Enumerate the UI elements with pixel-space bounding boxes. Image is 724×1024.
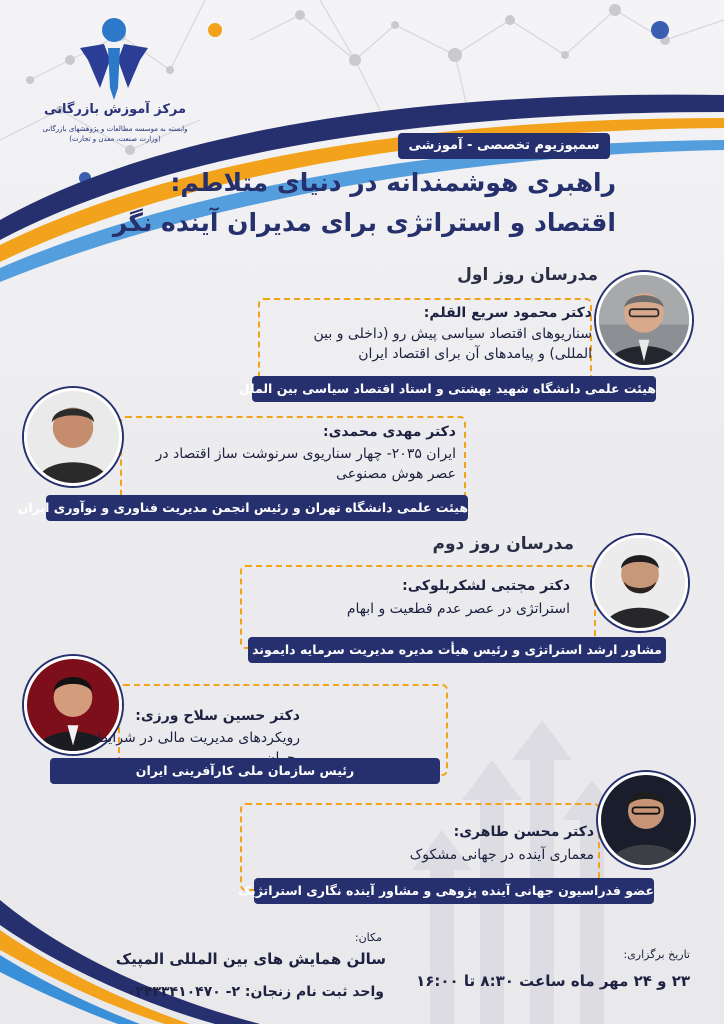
registration-phone: واحد ثبت نام زنجان: ۲- ۰۲۴۳۳۴۱۰۴۷۰ (126, 984, 384, 1000)
speaker1-topic: سناریوهای اقتصاد سیاسی پیش رو (داخلی و بین المللی) و پیامدهای آن برای اقتصاد ایران (313, 326, 592, 362)
day2-heading: مدرسان روز دوم (432, 534, 574, 554)
speaker1-name: دکتر محمود سریع القلم: (423, 305, 592, 321)
speaker-photo-icon (27, 391, 119, 483)
place-label: مکان: (354, 931, 382, 944)
organization-subtitle: وابسته به موسسه مطالعات و پژوهشهای بازرگانی (وزارت صنعت، معدن و تجارت) (42, 125, 188, 143)
organization-name: مرکز آموزش بازرگانی (43, 102, 187, 117)
place-value: سالن همایش های بین المللی المپیک (115, 950, 386, 968)
speaker1-role: هیئت علمی دانشگاه شهید بهشتی و استاد اقتصاد سیاسی بین الملل (252, 376, 656, 402)
speaker4-role: رئیس سازمان ملی کارآفرینی ایران (50, 758, 440, 784)
date-label: تاریخ برگزاری: (623, 948, 690, 961)
day1-heading: مدرسان روز اول (457, 265, 598, 285)
event-title-line2: اقتصاد و استراتژی برای مدیران آینده نگر (112, 208, 616, 237)
speaker1-photo (596, 272, 692, 368)
speaker2-role: هیئت علمی دانشگاه تهران و رئیس انجمن مدیریت فناوری و نوآوری ایران (46, 495, 468, 521)
speaker5-photo (598, 772, 694, 868)
speaker2-topic: ایران ۲۰۳۵- چهار سناریوی سرنوشت ساز اقتصاد در عصر هوش مصنوعی (155, 446, 456, 482)
organization-logo (40, 14, 220, 154)
speaker-photo-icon (595, 538, 685, 628)
speaker2-photo (24, 388, 122, 486)
logo-emblem-icon (74, 14, 154, 100)
date-value: ۲۳ و ۲۴ مهر ماه ساعت ۸:۳۰ تا ۱۶:۰۰ (416, 972, 690, 990)
speaker5-name: دکتر محسن طاهری: (453, 824, 594, 840)
speaker-photo-icon (601, 775, 691, 865)
speaker4-topic: رویکردهای مدیریت مالی در شرایط (95, 730, 300, 746)
speaker5-role: عضو فدراسیون جهانی آینده پژوهی و مشاور آینده نگاری استراتژیک (254, 878, 654, 904)
event-title-line1: راهبری هوشمندانه در دنیای متلاطم: (170, 168, 616, 197)
speaker3-name: دکتر مجتبی لشکربلوکی: (402, 578, 570, 594)
speaker-photo-icon (599, 275, 689, 365)
speaker4-name: دکتر حسین سلاح ورزی: (135, 708, 300, 724)
speaker2-name: دکتر مهدی محمدی: (323, 424, 456, 440)
speaker3-photo (592, 535, 688, 631)
event-type-badge: سمپوزیوم تخصصی - آموزشی (398, 133, 610, 159)
speaker3-role: مشاور ارشد استراتژی و رئیس هیأت مدیره مدیریت سرمایه دایموند (248, 637, 666, 663)
speaker3-topic: استراتژی در عصر عدم قطعیت و ابهام (346, 601, 570, 617)
speaker5-topic: معماری آینده در جهانی مشکوک (409, 847, 594, 863)
